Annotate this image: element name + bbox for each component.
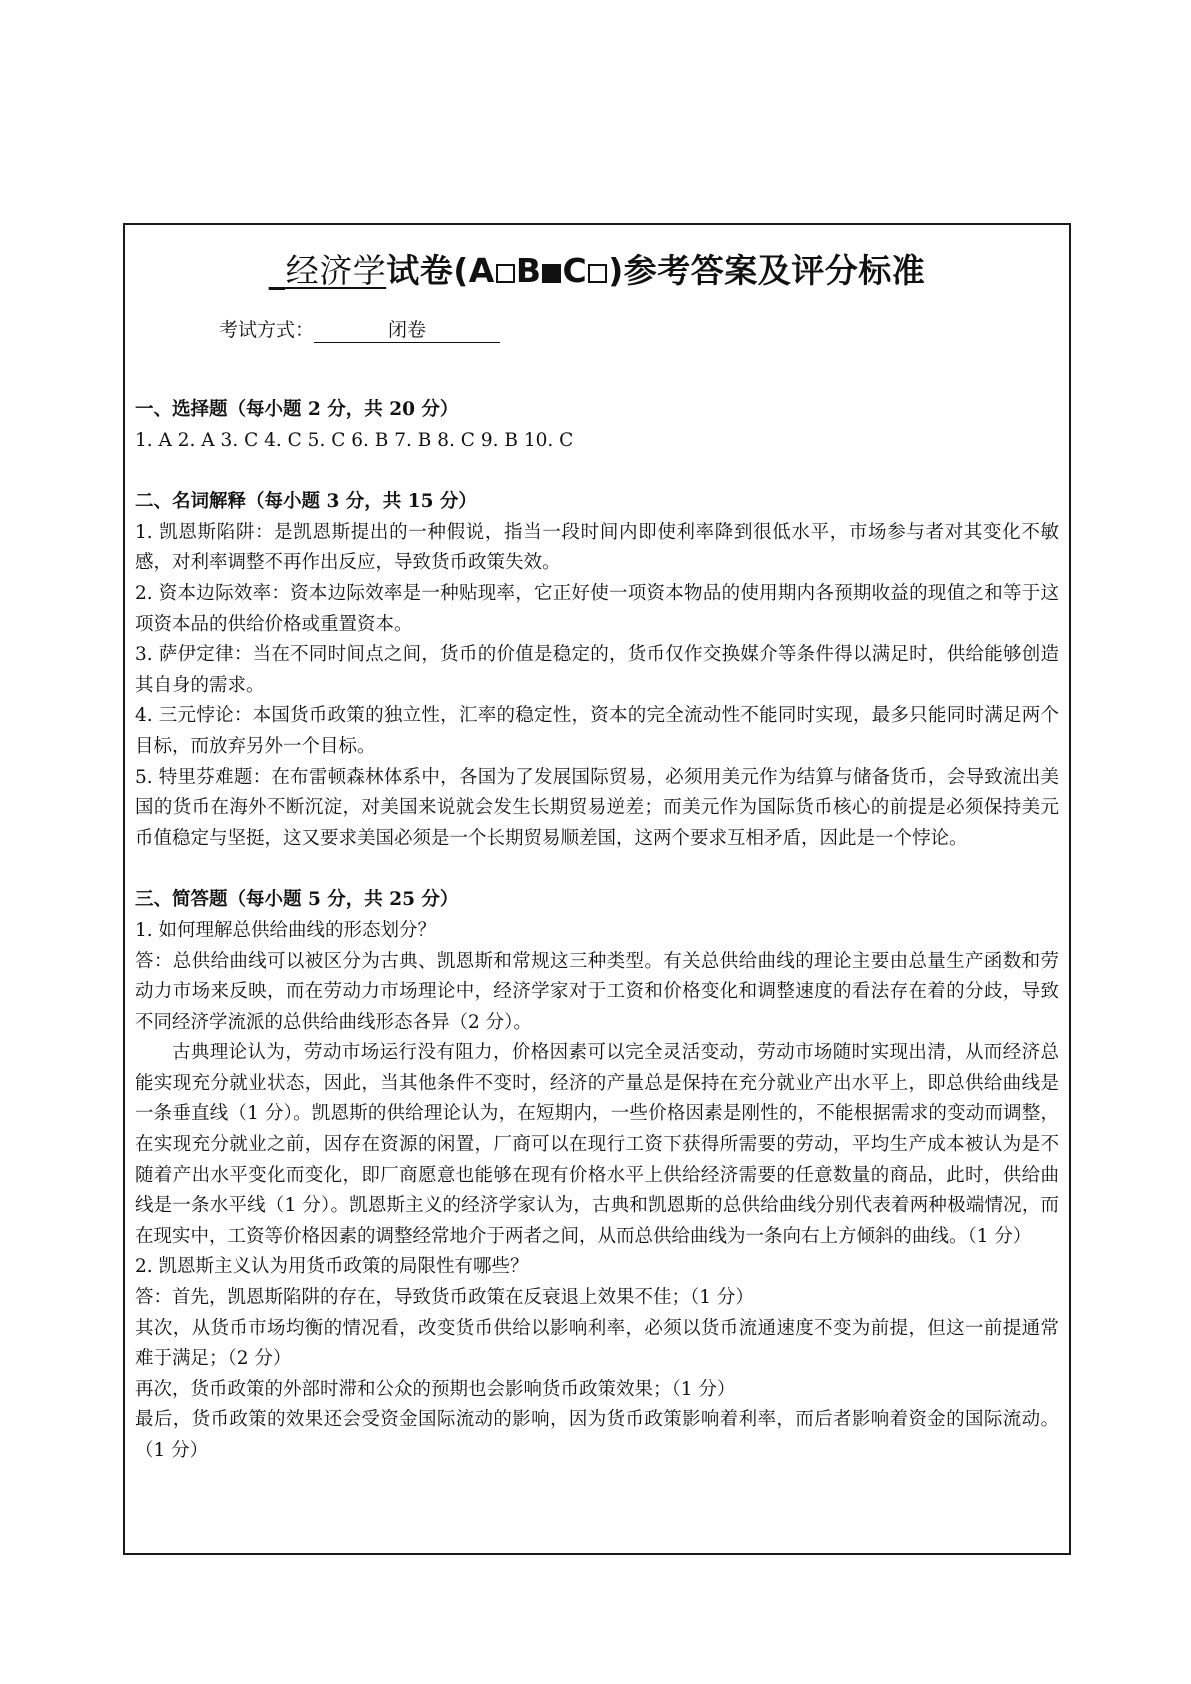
title-tail: )参考答案及评分标准 [608, 251, 926, 290]
title-lead: _ [268, 251, 286, 290]
question-2-answer-3: 再次，货币政策的外部时滞和公众的预期也会影响货币政策效果；（1 分） [135, 1378, 736, 1400]
question-2: 2. 凯恩斯主义认为用货币政策的局限性有哪些？ [135, 1256, 529, 1278]
term-item-4: 4. 三元悖论：本国货币政策的独立性，汇率的稳定性，资本的完全流动性不能同时实现，最多只能同时满足两个目标，而放弃另外一个目标。 [135, 705, 1059, 757]
checkbox-c-empty-icon [588, 264, 607, 283]
title-b: B [515, 251, 542, 290]
title-middle: 试卷(A [386, 251, 495, 290]
question-1-answer-body: 古典理论认为，劳动市场运行没有阻力，价格因素可以完全灵活变动，劳动市场随时实现出清，从而经济总能实现充分就业状态，因此，当其他条件不变时，经济的产量总是保持在充分就业产出水平上，即总供给曲线是一条垂直线（1 分）。凯恩斯的供给理论认为，在短期内，一些价格因素是刚性的，不能根据需求的变动而调整，在实现充分就业之前，因存在资源的闲置，厂商可以在现行工资下获得所需要的劳动，平均生产成本被认为是不随着产出水平变化而变化，即厂商愿意也能够在现有价格水平上供给经济需要的任意数量的商品，此时，供给曲线是一条水平线（1 分）。凯恩斯主义的经济学家认为，古典和凯恩斯的总供给曲线分别代表着两种极端情况，而在现实中，工资等价格因素的调整经常地介于两者之间，从而总供给曲线为一条向右上方倾斜的曲线。（1 分） [135, 1042, 1059, 1247]
term-item-3: 3. 萨伊定律：当在不同时间点之间，货币的价值是稳定的，货币仅作交换媒介等条件得以满足时，供给能够创造其自身的需求。 [135, 644, 1059, 696]
title-subject: 经济学 [285, 251, 387, 290]
exam-mode-label: 考试方式： [219, 319, 315, 341]
question-1-answer-intro: 答：总供给曲线可以被区分为古典、凯恩斯和常规这三种类型。有关总供给曲线的理论主要由总量生产函数和劳动力市场来反映，而在劳动力市场理论中，经济学家对于工资和价格变化和调整速度的看法存在着的分歧，导致不同经济学流派的总供给曲线形态各异（2 分）。 [135, 950, 1059, 1033]
section-1-heading: 一、选择题（每小题 2 分，共 20 分） [135, 399, 459, 420]
term-item-1: 1. 凯恩斯陷阱：是凯恩斯提出的一种假说，指当一段时间内即使利率降到很低水平，市场参与者对其变化不敏感，对利率调整不再作出反应，导致货币政策失效。 [135, 521, 1059, 574]
checkbox-a-empty-icon [496, 264, 515, 283]
term-item-2: 2. 资本边际效率：资本边际效率是一种贴现率，它正好使一项资本物品的使用期内各预期收益的现值之和等于这项资本品的供给价格或重置资本。 [135, 582, 1059, 635]
answer-content [135, 395, 1059, 1467]
title-c: C [562, 251, 588, 290]
checkbox-b-filled-icon [542, 264, 561, 283]
page-title [125, 245, 1069, 292]
section-gap [135, 456, 1059, 487]
term-item-5: 5. 特里芬难题：在布雷顿森林体系中，各国为了发展国际贸易，必须用美元作为结算与储备货币，会导致流出美国的货币在海外不断沉淀，对美国来说就会发生长期贸易逆差；而美元作为国际货币核心的前提是必须保持美元币值稳定与坚挺，这又要求美国必须是一个长期贸易顺差国，这两个要求互相矛盾，因此是一个悖论。 [135, 766, 1059, 849]
section-2-heading: 二、名词解释（每小题 3 分，共 15 分） [135, 491, 477, 513]
question-2-answer-2: 其次，从货币市场均衡的情况看，改变货币供给以影响利率，必须以货币流通速度不变为前提，但这一前提通常难于满足；（2 分） [135, 1317, 1059, 1370]
section-gap [135, 854, 1059, 885]
question-1: 1. 如何理解总供给曲线的形态划分？ [135, 919, 437, 941]
section-3-heading: 三、简答题（每小题 5 分，共 25 分） [135, 889, 459, 911]
question-2-answer-1: 答：首先，凯恩斯陷阱的存在，导致货币政策在反衰退上效果不佳；（1 分） [135, 1287, 754, 1309]
exam-mode-row [219, 315, 500, 343]
section-1-answers: 1. A 2. A 3. C 4. C 5. C 6. B 7. B 8. C 9. B 10. C [135, 429, 574, 451]
answer-sheet-frame [123, 223, 1071, 1555]
exam-mode-value: 闭卷 [314, 318, 500, 343]
question-2-answer-4: 最后，货币政策的效果还会受资金国际流动的影响，因为货币政策影响着利率，而后者影响着资金的国际流动。（1 分） [135, 1409, 1059, 1461]
